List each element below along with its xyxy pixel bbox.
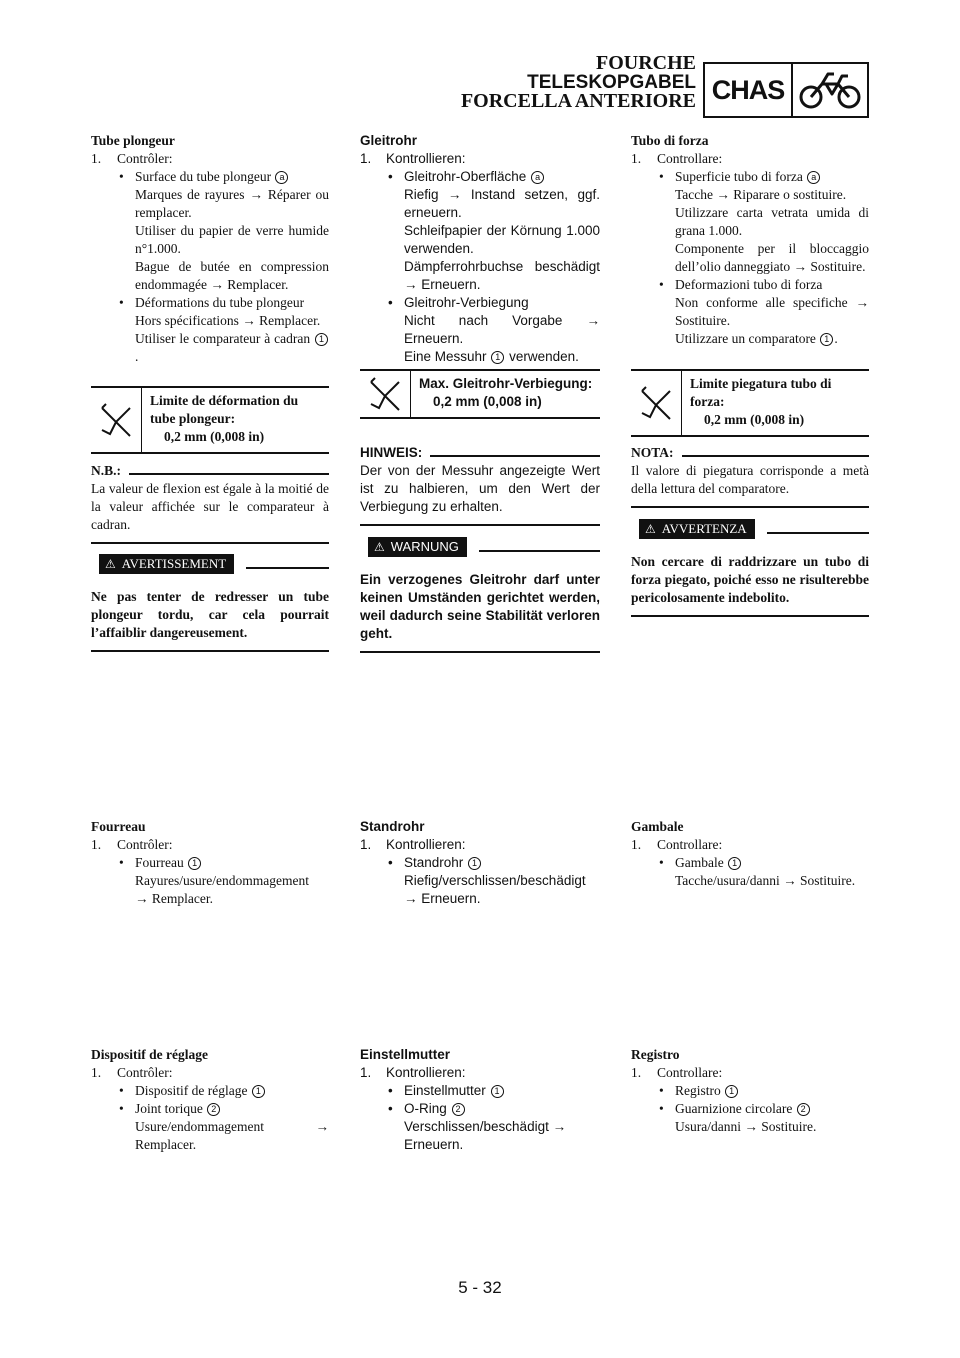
fr-note-body: La valeur de flexion est égale à la moitié de la valeur affichée sur le comparateur à cadran. — [91, 480, 329, 544]
it-four-title: Gambale — [631, 819, 684, 834]
fr-b2-line2: Utiliser le comparateur à cadran — [135, 331, 311, 346]
it-spec-box — [631, 369, 869, 437]
bullet-icon: • — [388, 1083, 393, 1098]
de-reg-b2: O-Ring — [404, 1101, 447, 1116]
ref-1-icon: 1 — [315, 333, 328, 346]
bullet-icon: • — [659, 169, 664, 184]
it-spec-value: 0,2 mm (0,008 in) — [704, 412, 805, 427]
bullet-icon: • — [119, 855, 124, 870]
fr-warning — [91, 554, 329, 652]
fr-step-text: Contrôler: — [117, 151, 173, 166]
ref-a-icon: a — [275, 171, 288, 184]
fr-four-step: Contrôler: — [117, 837, 173, 852]
de-reg-b1: Einstellmutter — [404, 1083, 486, 1098]
it-reg-title: Registro — [631, 1047, 680, 1062]
de-tube-title: Gleitrohr — [360, 133, 418, 148]
bullet-icon: • — [388, 169, 393, 184]
fr-bullet-1: Surface du tube plongeur — [135, 169, 272, 184]
bullet-icon: • — [119, 1101, 124, 1116]
it-note-head: NOTA: — [631, 445, 674, 460]
fr-bullet-2: Déformations du tube plongeur — [135, 295, 305, 310]
it-registro-section: Registro 1. Controllare: • Registro 1 • Guarnizione circolare 2 Usura/danni → Sostituire. — [631, 1046, 869, 1136]
caliper-icon — [631, 371, 682, 435]
warning-badge — [639, 519, 755, 539]
de-b2-line3: verwenden. — [509, 349, 579, 364]
it-gambale-section: Gambale 1. Controllare: • Gambale 1 Tacche/usura/danni → Sostituire. — [631, 818, 869, 890]
it-four-b1: Gambale — [675, 855, 724, 870]
ref-1-icon: 1 — [491, 1085, 504, 1098]
it-four-l1: Tacche/usura/danni → Sostituire. — [675, 873, 856, 888]
it-reg-b1: Registro — [675, 1083, 721, 1098]
bullet-icon: • — [659, 1101, 664, 1116]
de-note-head: HINWEIS: — [360, 445, 423, 460]
fr-b1-line3: Bague de butée en compression endommagée → Remplacer. — [135, 259, 329, 292]
it-step-text: Controllare: — [657, 151, 723, 166]
caliper-icon — [91, 388, 142, 452]
it-b1-line1: Tacche → Riparare o sostituire. — [675, 187, 847, 202]
warning-badge — [368, 537, 467, 557]
bullet-icon: • — [659, 277, 664, 292]
de-standrohr-section: Standrohr 1. Kontrollieren: • Standrohr 1 Riefig/verschlissen/beschädigt → Erneuern. — [360, 818, 600, 908]
fr-reg-b1: Dispositif de réglage — [135, 1083, 248, 1098]
it-b1-line3: Componente per il bloccaggio dell’olio danneggiato → Sostituire. — [675, 241, 869, 274]
fr-reg-b2: Joint torique — [135, 1101, 203, 1116]
ref-1-icon: 1 — [725, 1085, 738, 1098]
de-tube-section: Gleitrohr 1. Kontrollieren: • Gleitrohr-Oberfläche a Riefig → Instand setzen, ggf. erneuern. Schleifpapier der Körnung 1.000 verwenden. Dämpferrohrbuchse beschädigt → Erneuern. • Gleitrohr-Verbiegung Nicht nach Vorgabe → Erneuern. Eine Messuhr 1 verwenden. — [360, 133, 600, 364]
header-title-it: FORCELLA ANTERIORE — [460, 90, 696, 112]
caliper-icon — [360, 371, 411, 417]
it-b2-line2: Utilizzare un comparatore — [675, 331, 816, 346]
fr-tube-title: Tube plongeur — [91, 133, 175, 148]
fr-tube-section: Tube plongeur 1. Contrôler: • Surface du tube plongeur a Marques de rayures → Réparer ou remplacer. Utiliser du papier de verre humide n°1.000. Bague de butée en compression endommagée → Remplacer. • Déformations du tube plongeur Hors spécifications → Remplacer. Utiliser le comparateur à cadran 1. — [91, 133, 329, 364]
de-warning — [360, 537, 600, 653]
it-four-step: Controllare: — [657, 837, 723, 852]
fr-b2-line1: Hors spécifications → Remplacer. — [135, 313, 321, 328]
it-bullet-2: Deformazioni tubo di forza — [675, 277, 823, 292]
ref-2-icon: 2 — [797, 1103, 810, 1116]
fr-warn-head: AVERTISSEMENT — [121, 556, 227, 571]
ref-2-icon: 2 — [207, 1103, 220, 1116]
it-warn-head: AVVERTENZA — [661, 521, 747, 536]
header-title-de: TELESKOPGABEL — [527, 72, 696, 93]
warning-icon: ⚠ — [105, 557, 116, 571]
de-spec-title: Max. Gleitrohr-Verbiegung: — [419, 376, 593, 391]
de-b2-line1: Nicht nach Vorgabe → Erneuern. — [404, 313, 600, 346]
fr-b1-line2: Utiliser du papier de verre humide n°1.000. — [135, 223, 329, 256]
de-b1-line2: Schleifpapier der Körnung 1.000 verwenden. — [404, 223, 600, 256]
it-spec-title: Limite piegatura tubo di forza: — [690, 376, 832, 409]
ref-2-icon: 2 — [452, 1103, 465, 1116]
fr-spec-title: Limite de déformation du tube plongeur: — [150, 393, 299, 426]
it-warning — [631, 519, 869, 617]
fr-four-title: Fourreau — [91, 819, 146, 834]
chapter-label: CHAS — [705, 64, 793, 116]
fr-reg-step: Contrôler: — [117, 1065, 173, 1080]
bullet-icon: • — [659, 1083, 664, 1098]
de-step-text: Kontrollieren: — [386, 151, 466, 166]
fr-four-l1: Rayures/usure/endommagement — [135, 873, 309, 888]
fr-spec-box — [91, 386, 329, 454]
bullet-icon: • — [119, 169, 124, 184]
it-b1-line2: Utilizzare carta vetrata umida di grana 1.000. — [675, 205, 869, 238]
warning-icon: ⚠ — [374, 540, 385, 554]
it-tube-section: Tubo di forza 1. Controllare: • Superficie tubo di forza a Tacche → Riparare o sostituire. Utilizzare carta vetrata umida di grana 1.000. Componente per il bloccaggio dell’olio danneggiato → Sostituire. • Deformazioni tubo di forza Non conforme alle specifiche → Sostituire. Utilizzare un comparatore 1 . — [631, 133, 869, 346]
fr-four-b1: Fourreau — [135, 855, 184, 870]
fr-reg-title: Dispositif de réglage — [91, 1047, 208, 1062]
fr-spec-value: 0,2 mm (0,008 in) — [164, 429, 265, 444]
de-four-step: Kontrollieren: — [386, 837, 466, 852]
warning-icon: ⚠ — [645, 522, 656, 536]
ref-1-icon: 1 — [820, 333, 833, 346]
warning-badge — [99, 554, 234, 574]
bullet-icon: • — [388, 855, 393, 870]
de-einstellmutter-section: Einstellmutter 1. Kontrollieren: • Einstellmutter 1 • O-Ring 2 Verschlissen/beschädigt → Erneuern. — [360, 1046, 600, 1154]
de-four-title: Standrohr — [360, 819, 425, 834]
bullet-icon: • — [659, 855, 664, 870]
motorcycle-icon — [793, 64, 867, 116]
it-b2-line1: Non conforme alle specifiche → Sostituire. — [675, 295, 869, 328]
ref-a-icon: a — [531, 171, 544, 184]
de-four-b1: Standrohr — [404, 855, 464, 870]
ref-1-icon: 1 — [728, 857, 741, 870]
fr-four-l2: → Remplacer. — [135, 891, 213, 906]
de-spec-value: 0,2 mm (0,008 in) — [433, 394, 542, 409]
de-b1-line3: Dämpferrohrbuchse beschädigt → Erneuern. — [404, 259, 600, 292]
page-number: 5 - 32 — [458, 1278, 502, 1297]
bullet-icon: • — [388, 295, 393, 310]
de-note-body: Der von der Messuhr angezeigte Wert ist zu halbieren, um den Wert der Verbiegung zu erhalten. — [360, 462, 600, 526]
it-reg-b2: Guarnizione circolare — [675, 1101, 793, 1116]
fr-step-number: 1. — [91, 151, 102, 166]
de-note — [360, 444, 600, 526]
fr-reg-l1: Usure/endommagement → Remplacer. — [135, 1119, 329, 1152]
ref-1-icon: 1 — [252, 1085, 265, 1098]
it-note — [631, 444, 869, 508]
fr-note — [91, 462, 329, 544]
ref-1-icon: 1 — [188, 857, 201, 870]
fr-warn-body: Ne pas tenter de redresser un tube plongeur tordu, car cela pourrait l’affaiblir dangereusement. — [91, 580, 329, 652]
it-warn-body: Non cercare di raddrizzare un tubo di forza piegato, poiché esso ne risulterebbe pericolosamente indebolito. — [631, 545, 869, 617]
it-reg-l1: Usura/danni → Sostituire. — [675, 1119, 817, 1134]
de-b1-line1: Riefig → Instand setzen, ggf. erneuern. — [404, 187, 600, 220]
de-warn-body: Ein verzogenes Gleitrohr darf unter keinen Umständen gerichtet werden, weil dadurch seine Stabilität verloren geht. — [360, 563, 600, 653]
de-b2-line2: Eine Messuhr — [404, 349, 487, 364]
de-reg-title: Einstellmutter — [360, 1047, 451, 1062]
de-four-l1: Riefig/verschlissen/beschädigt → Erneuern. — [404, 873, 586, 906]
fr-note-head: N.B.: — [91, 463, 121, 478]
chapter-badge — [703, 62, 869, 118]
section-header — [461, 54, 696, 111]
de-warn-head: WARNUNG — [390, 539, 459, 554]
header-title-fr: FOURCHE — [596, 52, 696, 74]
ref-1-icon: 1 — [468, 857, 481, 870]
de-spec-box — [360, 369, 600, 419]
it-bullet-1: Superficie tubo di forza — [675, 169, 803, 184]
de-bullet-1: Gleitrohr-Oberfläche — [404, 169, 527, 184]
it-tube-title: Tubo di forza — [631, 133, 709, 148]
de-reg-step: Kontrollieren: — [386, 1065, 466, 1080]
de-reg-l1: Verschlissen/beschädigt → Erneuern. — [404, 1119, 567, 1152]
fr-fourreau-section: Fourreau 1. Contrôler: • Fourreau 1 Rayures/usure/endommagement → Remplacer. — [91, 818, 329, 908]
fr-b1-line1: Marques de rayures → Réparer ou remplacer. — [135, 187, 329, 220]
fr-reglage-section: Dispositif de réglage 1. Contrôler: • Dispositif de réglage 1 • Joint torique 2 Usure/endommagement → Remplacer. — [91, 1047, 329, 1152]
it-note-body: Il valore di piegatura corrisponde a metà della lettura del comparatore. — [631, 462, 869, 508]
bullet-icon: • — [119, 295, 124, 310]
bullet-icon: • — [119, 1083, 124, 1098]
it-reg-step: Controllare: — [657, 1065, 723, 1080]
de-bullet-2: Gleitrohr-Verbiegung — [404, 295, 529, 310]
bullet-icon: • — [388, 1101, 393, 1116]
ref-a-icon: a — [807, 171, 820, 184]
ref-1-icon: 1 — [491, 351, 504, 364]
